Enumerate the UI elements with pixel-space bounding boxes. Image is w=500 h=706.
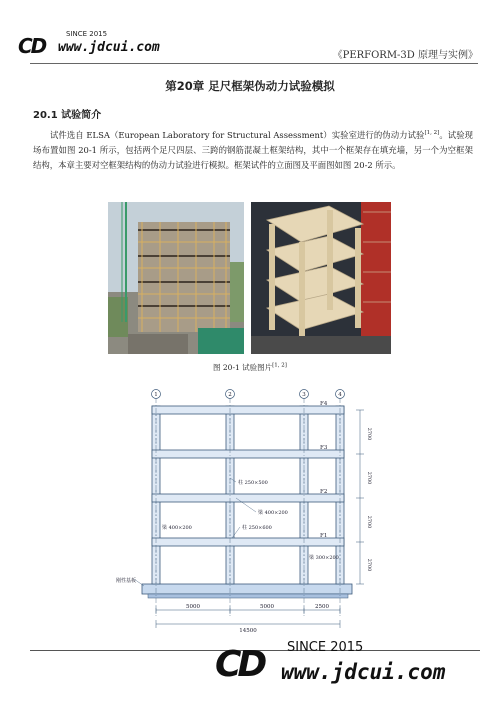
foundation-beam	[142, 584, 352, 594]
span-dim-2: 5000	[260, 604, 274, 610]
logo-url-text: www.jdcui.com	[58, 40, 160, 55]
grid-label-3: 3	[302, 392, 306, 398]
figure-1-caption-text: 图 20-1 试验图片	[213, 363, 273, 372]
annotation-col-250x600: 柱 250×600	[242, 525, 272, 531]
paragraph-text-2: 。试验现场布置如图 20-1 所示，包括两个足尺四层、三跨的钢筋混凝土框架结构，其中一个框架存在填充墙，另一个为空框架结构，本章主要对空框架结构的伪动力试验进行模拟。框架试件的立面图及平面图如图 20-2 所示。	[33, 129, 473, 170]
beam-level-2	[152, 494, 344, 502]
figure-1-citation: [1, 2]	[272, 362, 287, 369]
footer-logo-mark-icon: CD	[215, 644, 264, 685]
footer-logo	[215, 640, 495, 692]
story-height-2: 2700	[366, 515, 372, 529]
annotation-col-250x500: 柱 250×500	[238, 480, 268, 486]
test-photo-construction	[108, 202, 244, 354]
total-span-dim: 14500	[239, 628, 257, 634]
floor-label-f2: F2	[320, 489, 328, 495]
footer-logo-since-text: SINCE 2015	[287, 640, 364, 655]
beam-level-3	[152, 450, 344, 458]
beam-level-1	[152, 538, 344, 546]
grid-label-1: 1	[154, 392, 158, 398]
story-height-4: 2700	[366, 427, 372, 441]
book-title: 《PERFORM-3D 原理与实例》	[332, 50, 478, 61]
logo-mark-icon: CD	[18, 34, 46, 58]
intro-paragraph	[33, 126, 473, 173]
floor-label-f1: F1	[320, 533, 328, 539]
story-height-3: 2700	[366, 471, 372, 485]
floor-label-f3: F3	[320, 445, 328, 451]
footer-logo-url-text: www.jdcui.com	[281, 660, 446, 684]
annotation-beam-400x200-left: 梁 400×200	[162, 525, 192, 531]
page-header	[0, 0, 500, 66]
test-photo-lab-frame	[251, 202, 391, 354]
grid-label-4: 4	[338, 392, 342, 398]
story-height-1: 2700	[366, 558, 372, 572]
span-dim-3: 2500	[315, 604, 329, 610]
chapter-title: 第20章 足尺框架伪动力试验模拟	[165, 79, 335, 93]
floor-label-f4: F4	[320, 401, 328, 407]
logo-since-text: SINCE 2015	[66, 30, 108, 38]
section-title: 20.1 试验简介	[33, 110, 102, 121]
annotation-beam-300x200: 梁 300×200	[309, 555, 339, 561]
frame-elevation-drawing	[112, 388, 382, 634]
header-divider	[30, 63, 478, 64]
annotation-base-beam: 刚性基板	[116, 578, 137, 584]
annotation-beam-400x200-upper: 梁 400×200	[258, 510, 288, 516]
figure-1-caption	[0, 362, 500, 373]
paragraph-text-1: 试件选自 ELSA（European Laboratory for Structural Assessment）实验室进行的伪动力试验	[50, 129, 425, 140]
citation-ref: [1, 2]	[424, 130, 440, 136]
site-logo	[18, 30, 198, 62]
beam-roof	[152, 406, 344, 414]
span-dim-1: 5000	[186, 604, 200, 610]
grid-label-2: 2	[228, 392, 232, 398]
